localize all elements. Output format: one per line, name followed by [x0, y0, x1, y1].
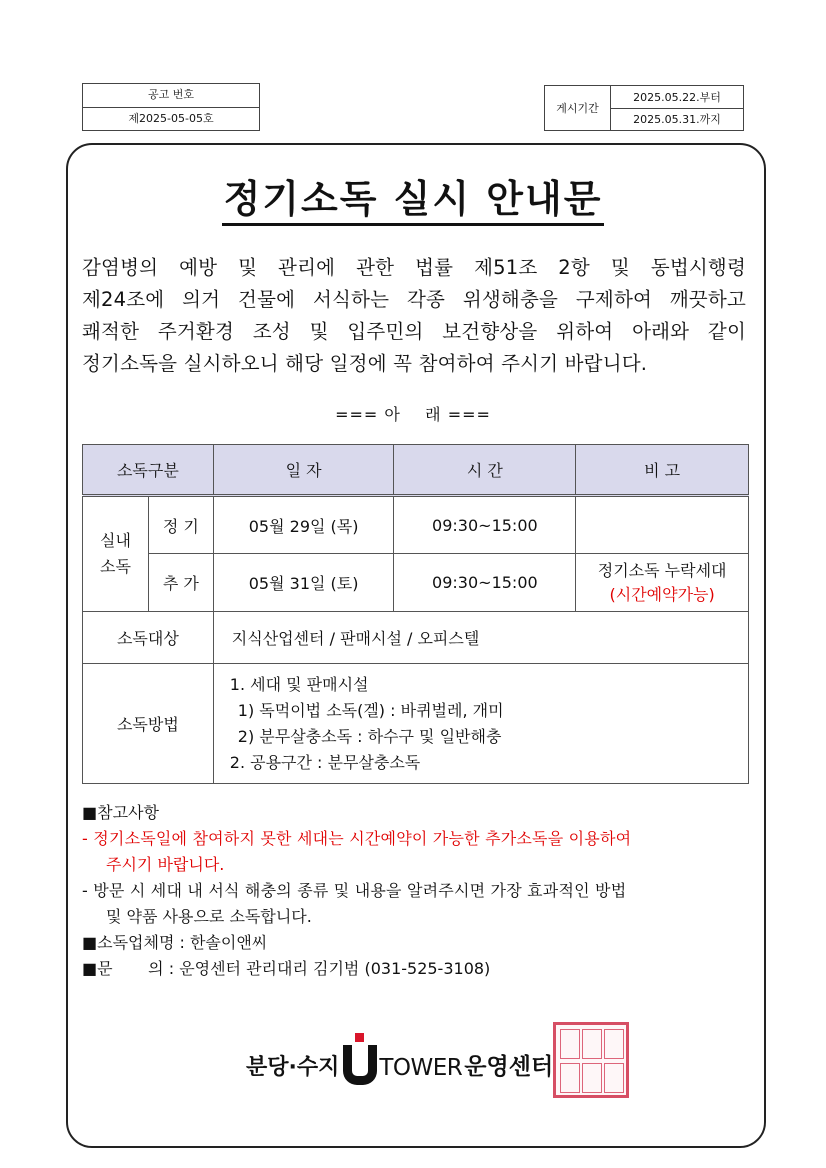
page-title [0, 168, 826, 223]
footer-brand: TOWER [379, 1055, 463, 1081]
company-line: ■소독업체명 : 한솔이앤씨 [82, 933, 268, 952]
intro-line-3: 쾌적한 주거환경 조성 및 입주민의 보건향상을 위하여 아래와 같이 [82, 320, 746, 343]
method-item: 1. 세대 및 판매시설 [229, 674, 369, 694]
header-category: 소독구분 [83, 445, 214, 496]
row-date: 05월 29일 (목) [213, 496, 394, 554]
row-time: 09:30~15:00 [394, 496, 576, 554]
contact-line: ■문 의 : 운영센터 관리대리 김기범 (031-525-3108) [82, 959, 491, 978]
footer-center: 운영센터 [464, 1054, 554, 1080]
row-type: 정 기 [148, 496, 213, 554]
period-dates [611, 86, 743, 130]
note-2-line-2: 및 약품 사용으로 소독합니다. [106, 907, 312, 926]
notice-number: 제2025-05-05호 [83, 107, 259, 130]
u-logo-icon [343, 1033, 377, 1085]
title-text: 정기소독 실시 안내문 [222, 177, 605, 226]
period-start: 2025.05.22.부터 [633, 90, 721, 104]
notes-heading: ■참고사항 [82, 803, 159, 822]
method-label: 소독방법 [83, 664, 214, 784]
official-seal-icon [553, 1022, 629, 1098]
indoor-label [83, 496, 149, 612]
notice-label: 공고 번호 [147, 88, 194, 101]
method-list [213, 664, 748, 784]
row-time: 09:30~15:00 [394, 554, 576, 612]
header-time: 시 간 [394, 445, 576, 496]
indoor-label-line-1: 실내 [99, 531, 131, 550]
method-item: 2) 분무살충소독 : 하수구 및 일반해충 [237, 726, 502, 746]
intro-line-2: 제24조에 의거 건물에 서식하는 각종 위생해충을 구제하여 깨끗하고 [82, 288, 746, 311]
row-note [576, 554, 749, 612]
period-end: 2025.05.31.까지 [611, 108, 743, 131]
row-type: 추 가 [148, 554, 213, 612]
schedule-table [82, 444, 749, 784]
target-value: 지식산업센터 / 판매시설 / 오피스텔 [213, 612, 748, 664]
footer-lead: 분당·수지 [246, 1055, 340, 1080]
intro-line-1: 감염병의 예방 및 관리에 관한 법률 제51조 2항 및 동법시행령 [82, 256, 746, 279]
target-label: 소독대상 [83, 612, 214, 664]
row-note [576, 496, 749, 554]
intro-line-4: 정기소독을 실시하오니 해당 일정에 꼭 참여하여 주시기 바랍니다. [82, 352, 648, 375]
note-2-line-1: - 방문 시 세대 내 서식 해충의 종류 및 내용을 알려주시면 가장 효과적인 방법 [82, 881, 627, 900]
note-1-line-2: 주시기 바랍니다. [106, 855, 225, 874]
row-date: 05월 31일 (토) [213, 554, 394, 612]
row-note-text: 정기소독 누락세대 [597, 560, 727, 580]
notes-section [82, 800, 746, 982]
indoor-label-line-2: 소독 [99, 557, 131, 576]
note-1-line-1: - 정기소독일에 참여하지 못한 세대는 시간예약이 가능한 추가소독을 이용하여 [82, 829, 632, 848]
method-item: 1) 독먹이법 소독(겔) : 바퀴벌레, 개미 [237, 700, 504, 720]
notice-number-box [82, 83, 260, 131]
table-row [83, 612, 749, 664]
method-item: 2. 공용구간 : 분무살충소독 [229, 752, 421, 772]
section-separator: === 아 래 === [335, 405, 491, 424]
header-date: 일 자 [213, 445, 394, 496]
table-row [83, 664, 749, 784]
table-row [83, 554, 749, 612]
table-row [83, 496, 749, 554]
intro-paragraph [82, 252, 746, 380]
row-note-reservation: (시간예약가능) [609, 584, 715, 604]
posting-period-box [544, 85, 744, 131]
table-header-row [83, 445, 749, 496]
header-note: 비 고 [576, 445, 749, 496]
period-label: 게시기간 [545, 86, 611, 130]
footer-logo [246, 1025, 553, 1085]
